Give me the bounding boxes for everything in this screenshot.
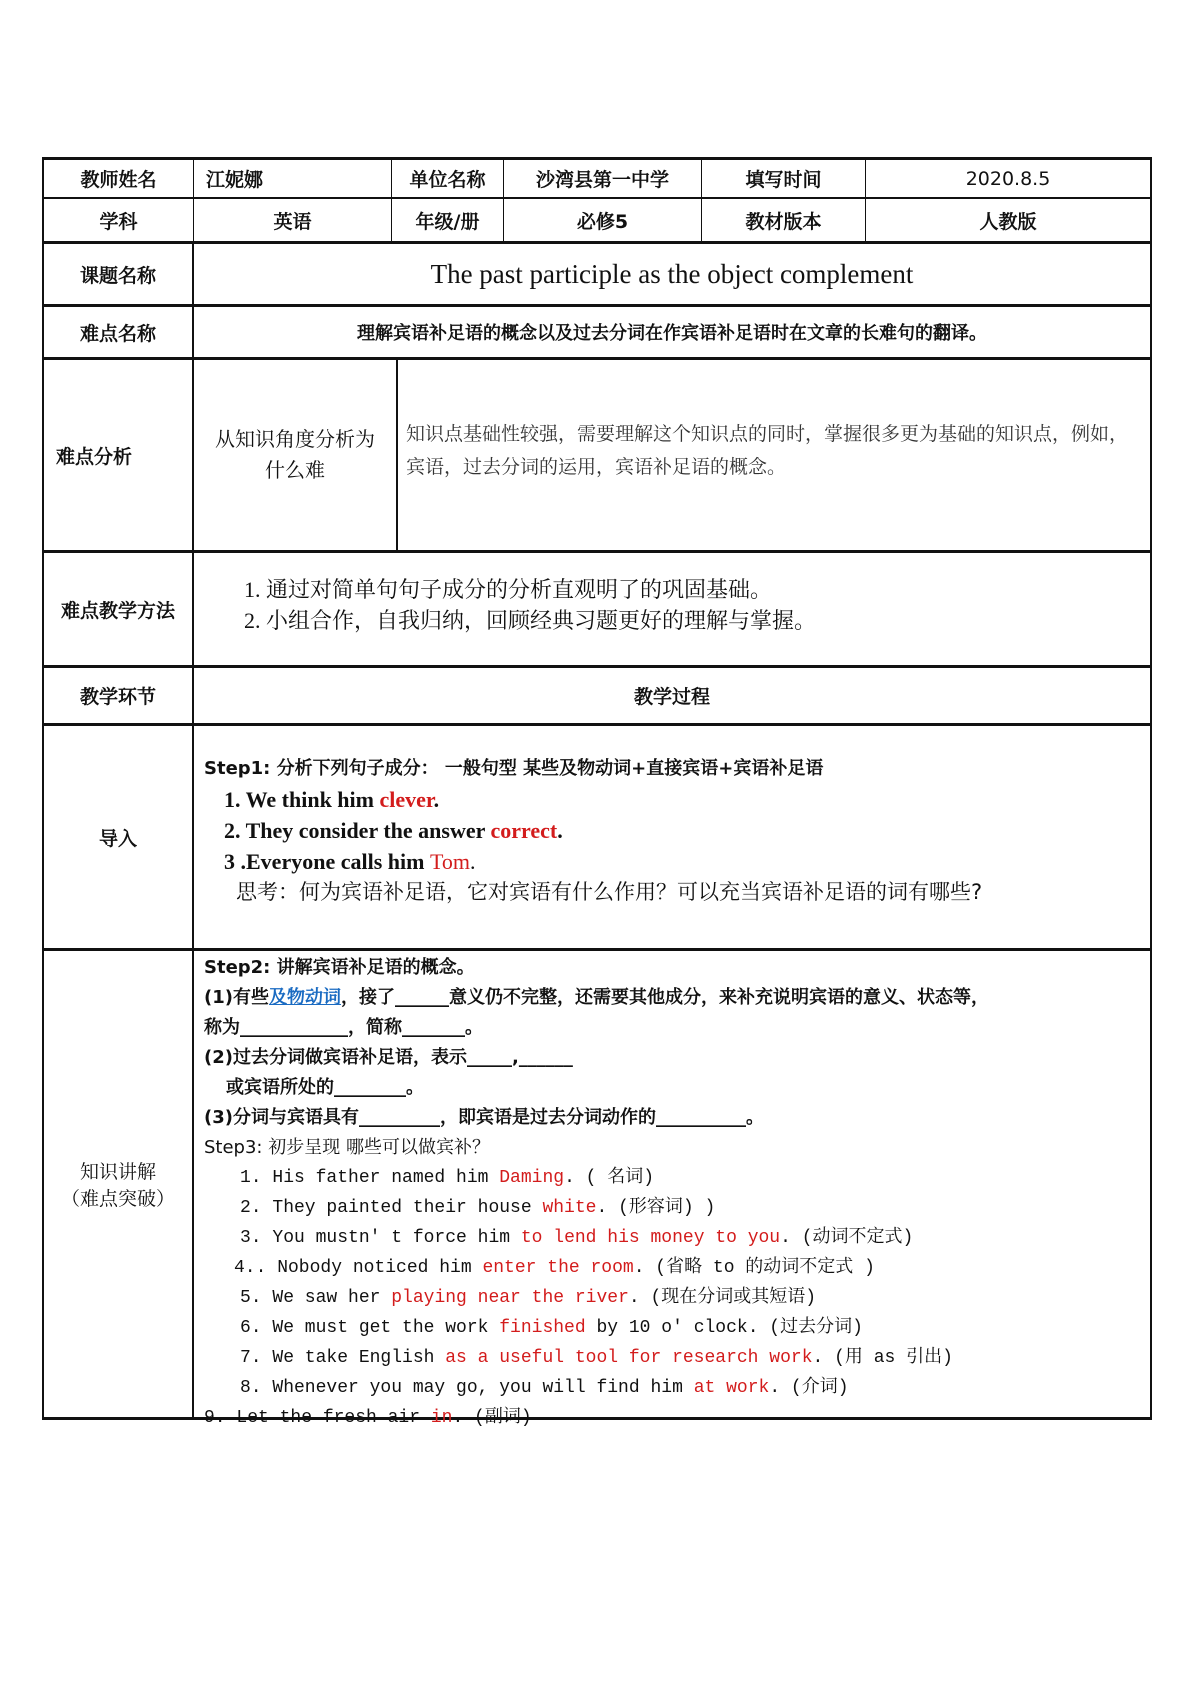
process-label: 教学环节 (44, 668, 194, 723)
point-2b: 或宾语所处的________。 (226, 1077, 424, 1098)
example-8: 8. Whenever you may go, you will find him at work. (介词) (240, 1378, 849, 1398)
subject-value: 英语 (194, 199, 392, 241)
edition-label: 教材版本 (702, 199, 866, 241)
example-1: 1. His father named him Daming. ( 名词) (240, 1168, 655, 1188)
process-value: 教学过程 (633, 686, 710, 708)
header-row-2 (42, 199, 1152, 244)
date-value: 2020.8.5 (965, 167, 1051, 190)
knowledge-label-1: 知识讲解 (79, 1161, 156, 1183)
difficulty-label: 难点名称 (44, 307, 194, 357)
teacher-name: 江妮娜 (194, 160, 392, 197)
example-2: 2. They painted their house white. (形容词) ) (240, 1198, 716, 1218)
method-row (42, 553, 1152, 668)
edition-value: 人教版 (979, 210, 1037, 233)
topic-value: The past participle as the object complement (430, 258, 914, 289)
knowledge-row (42, 951, 1152, 1428)
intro-think: 思考：何为宾语补足语，它对宾语有什么作用？可以充当宾语补足语的词有哪些? (236, 880, 983, 904)
intro-sentence-3: 3 .Everyone calls him Tom. (224, 849, 476, 874)
topic-row (42, 244, 1152, 307)
step2: Step2: 讲解宾语补足语的概念。 (204, 957, 475, 978)
intro-content (194, 726, 1150, 948)
knowledge-label-2: （难点突破） (60, 1188, 175, 1210)
topic-label: 课题名称 (44, 244, 194, 304)
process-header-row (42, 668, 1152, 726)
subject-label: 学科 (44, 199, 194, 241)
teacher-label: 教师姓名 (44, 160, 194, 197)
method-item-1: 1. 通过对简单句句子成分的分析直观明了的巩固基础。 (244, 577, 773, 602)
method-list (194, 553, 1150, 665)
point-3: (3)分词与宾语具有_________，即宾语是过去分词动作的__________。 (204, 1107, 764, 1128)
unit-name: 沙湾县第一中学 (504, 160, 702, 197)
point-2: (2)过去分词做宾语补足语，表示_____,______ (204, 1047, 573, 1068)
lesson-plan-table (42, 157, 1152, 1428)
analysis-row (42, 360, 1152, 553)
method-label: 难点教学方法 (44, 553, 194, 665)
example-7: 7. We take English as a useful tool for research work. (用 as 引出) (240, 1348, 953, 1368)
intro-sentence-2: 2. They consider the answer correct. (224, 818, 563, 843)
analysis-sub-label: 从知识角度分析为什么难 (194, 360, 398, 550)
example-4: 4.. Nobody noticed him enter the room. (省略 to 的动词不定式 ) (234, 1258, 875, 1278)
example-6: 6. We must get the work finished by 10 o' clock. (过去分词) (240, 1318, 863, 1338)
knowledge-content (194, 951, 1150, 1428)
knowledge-label (44, 951, 194, 1417)
header-row-1 (42, 157, 1152, 199)
intro-label: 导入 (44, 726, 194, 948)
analysis-label: 难点分析 (44, 360, 194, 550)
example-9: 9. Let the fresh air in. (副词) (204, 1408, 532, 1428)
difficulty-value: 理解宾语补足语的概念以及过去分词在作宾语补足语时在文章的长难句的翻译。 (357, 323, 987, 344)
step3: Step3: 初步呈现 哪些可以做宾补？ (204, 1137, 490, 1158)
difficulty-row (42, 307, 1152, 360)
intro-step: Step1: 分析下列句子成分： 一般句型 某些及物动词+直接宾语+宾语补足语 (204, 758, 824, 779)
method-item-2: 2. 小组合作，自我归纳，回顾经典习题更好的理解与掌握。 (244, 608, 817, 633)
grade-label: 年级/册 (392, 199, 504, 241)
grade-value: 必修5 (504, 199, 702, 241)
intro-row (42, 726, 1152, 951)
example-5: 5. We saw her playing near the river. (现在分词或其短语) (240, 1288, 817, 1308)
point-1b: 称为____________，简称_______。 (204, 1017, 483, 1038)
analysis-value: 知识点基础性较强，需要理解这个知识点的同时，掌握很多更为基础的知识点，例如，宾语，过去分词的运用，宾语补足语的概念。 (406, 424, 1129, 478)
point-1: (1)有些及物动词，接了______意义仍不完整，还需要其他成分，来补充说明宾语的意义、状态等， (204, 987, 989, 1008)
intro-sentence-1: 1. We think him clever. (224, 787, 440, 812)
example-3: 3. You mustn' t force him to lend his money to you. (动词不定式) (240, 1228, 914, 1248)
unit-label: 单位名称 (392, 160, 504, 197)
date-label: 填写时间 (702, 160, 866, 197)
